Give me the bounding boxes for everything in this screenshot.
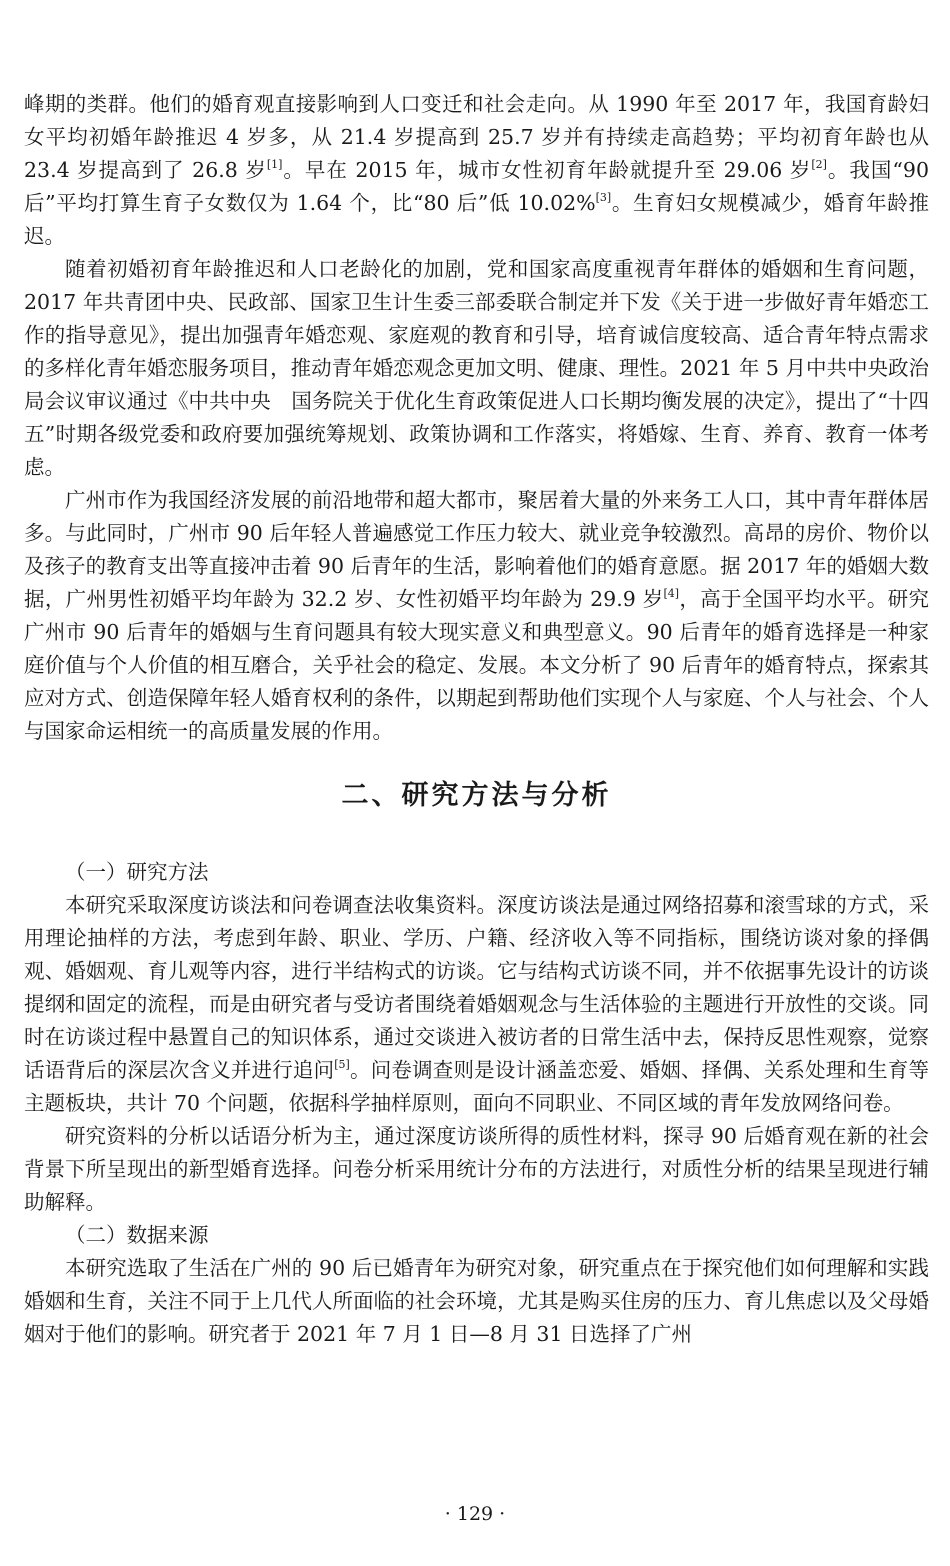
body-text xyxy=(24,88,929,1351)
paragraph-2: 随着初婚初育年龄推迟和人口老龄化的加剧，党和国家高度重视青年群体的婚姻和生育问题，2017 年共青团中央、民政部、国家卫生计生委三部委联合制定并下发《关于进一步做好青年婚恋工作的指导意见》，提出加强青年婚恋观、家庭观的教育和引导，培育诚信度较高、适合青年特点需求的多样化青年婚恋服务项目，推动青年婚恋观念更加文明、健康、理性。2021 年 5 月中共中央政治局会议审议通过《中共中央 国务院关于优化生育政策促进人口长期均衡发展的决定》，提出了“十四五”时期各级党委和政府要加强统筹规划、政策协调和工作落实，将婚嫁、生育、养育、教育一体考虑。 xyxy=(24,257,929,479)
section-title: 二、研究方法与分析 xyxy=(341,780,612,811)
paragraph-3: 广州市作为我国经济发展的前沿地带和超大都市，聚居着大量的外来务工人口，其中青年群体居多。与此同时，广州市 90 后年轻人普遍感觉工作压力较大、就业竞争较激烈。高昂的房价、物价以及孩子的教育支出等直接冲击着 90 后青年的生活，影响着他们的婚育意愿。据 2017 年的婚姻大数据，广州男性初婚平均年龄为 32.2 岁、女性初婚平均年龄为 29.9 岁[4]，高于全国平均水平。研究广州市 90 后青年的婚姻与生育问题具有较大现实意义和典型意义。90 后青年的婚育选择是一种家庭价值与个人价值的相互磨合，关乎社会的稳定、发展。本文分析了 90 后青年的婚育特点，探索其应对方式、创造保障年轻人婚育权利的条件，以期起到帮助他们实现个人与家庭、个人与社会、个人与国家命运相统一的高质量发展的作用。 xyxy=(24,488,929,743)
citation-1[interactable]: [1] xyxy=(266,158,283,171)
paragraph-methods-1: 本研究采取深度访谈法和问卷调查法收集资料。深度访谈法是通过网络招募和滚雪球的方式，采用理论抽样的方法，考虑到年龄、职业、学历、户籍、经济收入等不同指标，围绕访谈对象的择偶观、婚姻观、育儿观等内容，进行半结构式的访谈。它与结构式访谈不同，并不依据事先设计的访谈提纲和固定的流程，而是由研究者与受访者围绕着婚姻观念与生活体验的主题进行开放性的交谈。同时在访谈过程中悬置自己的知识体系，通过交谈进入被访者的日常生活中去，保持反思性观察，觉察话语背后的深层次含义并进行追问[5]。问卷调查则是设计涵盖恋爱、婚姻、择偶、关系处理和生育等主题板块，共计 70 个问题，依据科学抽样原则，面向不同职业、不同区域的青年发放网络问卷。 xyxy=(24,893,930,1115)
citation-4[interactable]: [4] xyxy=(663,587,680,600)
page-number: · 129 · xyxy=(444,1503,506,1525)
subsection-heading-methods: （一）研究方法 xyxy=(65,860,209,884)
paragraph-methods-2: 研究资料的分析以话语分析为主，通过深度访谈所得的质性材料，探寻 90 后婚育观在新的社会背景下所呈现出的新型婚育选择。问卷分析采用统计分布的方法进行，对质性分析的结果呈现进行辅助解释。 xyxy=(24,1124,929,1214)
citation-2[interactable]: [2] xyxy=(811,158,827,171)
citation-3[interactable]: [3] xyxy=(595,191,612,204)
paragraph-1: 峰期的类群。他们的婚育观直接影响到人口变迁和社会走向。从 1990 年至 2017 年，我国育龄妇女平均初婚年龄推迟 4 岁多，从 21.4 岁提高到 25.7 岁并有持续走高趋势；平均初育年龄也从 23.4 岁提高到了 26.8 岁[1]。早在 2015 年，城市女性初育年龄就提升至 29.06 岁[2]。我国“90 后”平均打算生育子女数仅为 1.64 个，比“80 后”低 10.02%[3]。生育妇女规模减少，婚育年龄推迟。 xyxy=(24,92,929,248)
citation-5[interactable]: [5] xyxy=(334,1058,350,1071)
paragraph-data-source-1: 本研究选取了生活在广州的 90 后已婚青年为研究对象，研究重点在于探究他们如何理解和实践婚姻和生育，关注不同于上几代人所面临的社会环境，尤其是购买住房的压力、育儿焦虑以及父母婚姻对于他们的影响。研究者于 2021 年 7 月 1 日—8 月 31 日选择了广州 xyxy=(24,1256,929,1346)
subsection-heading-data-source: （二）数据来源 xyxy=(65,1223,209,1247)
